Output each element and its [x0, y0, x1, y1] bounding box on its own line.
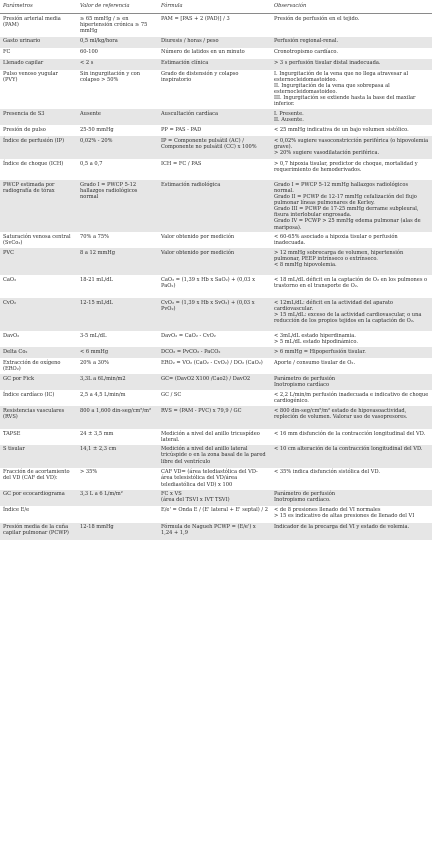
table-row — [0, 232, 432, 248]
table-row — [0, 70, 432, 110]
reference-value-cell — [77, 506, 158, 523]
observation-cell: > 12 mmHg sobrecarga de volumen, hipertensión pulmonar, PEEP intrínseco o extrínseco. < 8 mmHg hipovolemia. — [271, 248, 432, 275]
formula-cell: GC / SC — [158, 390, 271, 406]
parameter-cell: Índice de perfusión (IP) — [0, 136, 77, 159]
parameter-cell: DavO₂ — [0, 331, 77, 347]
reference-value-cell: 25-50 mmHg — [77, 125, 158, 136]
observation-cell: < 18 mL/dL déficit en la captación de O₂ en los pulmones o trastorno en el transporte de O₂. — [271, 275, 432, 298]
reference-value-cell: 20% a 30% — [77, 358, 158, 374]
observation-cell: Aporte / consumo tisular de O₂. — [271, 358, 432, 374]
formula-cell: Valor obtenido por medición — [158, 232, 271, 248]
observation-cell: Cronotropismo cardíaco. — [271, 48, 432, 59]
parameter-cell: Saturación venosa central (SvCo₂) — [0, 232, 77, 248]
reference-value-cell: 24 ± 3,5 mm — [77, 429, 158, 444]
parameter-cell: S tisular — [0, 445, 77, 468]
parameter-cell: Resistencias vasculares (RVS) — [0, 406, 77, 429]
reference-value-cell: 3,3L a 6L/min/m2 — [77, 374, 158, 390]
reference-value-cell: 3,3 L a 6 L/m/m² — [77, 490, 158, 506]
observation-cell: > 0,7 hipoxia tisular, predictor de choque, mortalidad y requerimiento de hemoderivados. — [271, 159, 432, 180]
parameter-cell: Delta Co₂ — [0, 347, 77, 358]
observation-cell: < 3mL/dL estado hiperdinamia. > 5 mL/dL estado hipodinámico. — [271, 331, 432, 347]
table-row — [0, 125, 432, 136]
formula-cell: Diuresis / horas / peso — [158, 37, 271, 48]
header-valor-referencia: Valor de referencia — [77, 0, 158, 14]
parameter-cell: Índice E/e — [0, 506, 77, 523]
header-formula: Fórmula — [158, 0, 271, 14]
reference-value-cell: 60-100 — [77, 48, 158, 59]
table-row — [0, 429, 432, 444]
observation-cell: > 3 s perfusión tisular distal inadecuada. — [271, 59, 432, 70]
table-row — [0, 406, 432, 429]
reference-value-cell: > 35% — [77, 468, 158, 490]
header-observacion: Observación — [271, 0, 432, 14]
table-row — [0, 298, 432, 331]
reference-value-cell: 14,1 ± 2,3 cm — [77, 445, 158, 468]
formula-cell: Número de latidos en un minuto — [158, 48, 271, 59]
parameter-cell: PWCP estimada por radiografía de tórax — [0, 180, 77, 232]
table-body — [0, 14, 432, 540]
observation-cell: < 35% indica disfunción sistólica del VD. — [271, 468, 432, 490]
observation-cell: Perfusión regional-renal. — [271, 37, 432, 48]
parameter-cell: Llenado capilar — [0, 59, 77, 70]
table-row — [0, 347, 432, 358]
reference-value-cell: 18-21 mL/dL — [77, 275, 158, 298]
observation-cell: < 800 din-seg/cm⁵/m² estado de hipovasoactividad, repleción de volumen. Valorar uso de vasopresores. — [271, 406, 432, 429]
observation-cell: > 6 mmHg = Hipoperfusión tisular. — [271, 347, 432, 358]
reference-value-cell: ≥ 65 mmHg / ≥ en hipertensión crónica ≥ 75 mmHg — [77, 14, 158, 37]
table-row — [0, 490, 432, 506]
parameter-cell: GC por Fick — [0, 374, 77, 390]
parameter-cell: PVC — [0, 248, 77, 275]
table-row — [0, 523, 432, 540]
reference-value-cell: 2,5 a 4,5 L/min/m — [77, 390, 158, 406]
formula-cell: ICH = FC / PAS — [158, 159, 271, 180]
formula-cell: PP = PAS - PAD — [158, 125, 271, 136]
reference-value-cell: 70% a 75% — [77, 232, 158, 248]
reference-value-cell: 0,5 a 0,7 — [77, 159, 158, 180]
parameter-cell: CvO₂ — [0, 298, 77, 331]
formula-cell: Estimación clínica — [158, 59, 271, 70]
parameter-cell: Extracción de oxígeno (ERO₂) — [0, 358, 77, 374]
parameter-cell: Pulso venoso yugular (PVY) — [0, 70, 77, 110]
formula-cell: Grado de distensión y colapso inspiratorio — [158, 70, 271, 110]
observation-cell: < de 8 presiones llenado del VI normales > 15 es indicativo de altas presiones de llenado del VI — [271, 506, 432, 523]
reference-value-cell: Ausente — [77, 109, 158, 125]
table-row — [0, 248, 432, 275]
observation-cell: Parámetro de perfusión Inotropismo cardíaco — [271, 374, 432, 390]
formula-cell: FC x VS (área del TSVI x IVT TSVI) — [158, 490, 271, 506]
reference-value-cell: 3-5 mL/dL — [77, 331, 158, 347]
table-row — [0, 109, 432, 125]
formula-cell: CaO₂ = (1,39 x Hb x SaO₂) + (0,03 x PaO₂) — [158, 275, 271, 298]
formula-cell: RVS = (PAM - PVC) x 79,9 / GC — [158, 406, 271, 429]
table-row — [0, 59, 432, 70]
parameter-cell: Presión media de la cuña capilar pulmonar (PCWP) — [0, 523, 77, 540]
table-row — [0, 390, 432, 406]
formula-cell: Medición a nivel del anillo lateral tricúspide o en la zona basal de la pared libre del ventrículo — [158, 445, 271, 468]
formula-cell: DCO₂ = PvCO₂ - PaCO₂ — [158, 347, 271, 358]
parameter-cell: Fracción de acortamiento del VD (CAF del VD): — [0, 468, 77, 490]
parameter-cell: Índice de choque (ICH) — [0, 159, 77, 180]
table-row — [0, 14, 432, 37]
parameter-cell: TAPSE — [0, 429, 77, 444]
formula-cell: ERO₂ = VO₂ (CaO₂ - CvO₂) / DO₂ (CaO₂) — [158, 358, 271, 374]
formula-cell: E/e' = Onda E / (E' lateral + E' septal) / 2 — [158, 506, 271, 523]
formula-cell: Fórmula de Nagueh PCWP = (E/e') x 1,24 + 1,9 — [158, 523, 271, 540]
observation-cell: < 16 mm disfunción de la contracción longitudinal del VD. — [271, 429, 432, 444]
formula-cell: Medición a nivel del anillo tricuspídeo lateral. — [158, 429, 271, 444]
observation-cell: < 12mL/dL: déficit en la actividad del aparato cardiovascular. > 15 mL/dL: exceso de la actividad cardiovascular, o una reducción de los propios tejidos en la captación de O₂. — [271, 298, 432, 331]
observation-cell: < 0,02% sugiere vasoconstricción periférica (o hipovolemia grave). > 20% sugiere vasodilatación periférica. — [271, 136, 432, 159]
table-row — [0, 445, 432, 468]
parameter-cell: Presencia de S3 — [0, 109, 77, 125]
parameter-cell: Presión de pulso — [0, 125, 77, 136]
reference-value-cell: 12-15 mL/dL — [77, 298, 158, 331]
table-row — [0, 136, 432, 159]
reference-value-cell: 8 a 12 mmHg — [77, 248, 158, 275]
observation-cell: I. Presente. II. Ausente. — [271, 109, 432, 125]
observation-cell: I. Ingurgitación de la vena que no llega atravesar al esternocleidomastoideo. II. Ingurgitación de la vena que sobrepasa al esternocleidomastoideo. III. Ingurgitación se extiende hasta la base del maxilar inferior. — [271, 70, 432, 110]
formula-cell: Auscultación cardíaca — [158, 109, 271, 125]
table-header-row — [0, 0, 432, 14]
reference-value-cell: Grado I = PWCP 5-12 hallazgos radiológicos normal — [77, 180, 158, 232]
table-row — [0, 48, 432, 59]
observation-cell: < 60-65% asociado a hipoxia tisular o perfusión inadecuada. — [271, 232, 432, 248]
table-row — [0, 358, 432, 374]
observation-cell: < 10 cm alteración de la contracción longitudinal del VD. — [271, 445, 432, 468]
observation-cell: < 2,2 L/min/m perfusión inadecuada e indicativo de choque cardiogénico. — [271, 390, 432, 406]
reference-value-cell: 800 a 1,600 din-seg/cm⁵/m² — [77, 406, 158, 429]
observation-cell: Presión de perfusión en el tejido. — [271, 14, 432, 37]
observation-cell: Indicador de la precarga del VI y estado de volemia. — [271, 523, 432, 540]
table-row — [0, 468, 432, 490]
reference-value-cell: 0,5 ml/kg/hora — [77, 37, 158, 48]
parameter-cell: GC por ecocardiograma — [0, 490, 77, 506]
formula-cell: CAF VD= (área telediastólica del VD-área telesistólica del VD/área telediastólica del VD) x 100 — [158, 468, 271, 490]
reference-value-cell: 0,02% - 20% — [77, 136, 158, 159]
table-row — [0, 374, 432, 390]
formula-cell: PAM = [PAS + 2 (PAD)] / 3 — [158, 14, 271, 37]
reference-value-cell: < 2 s — [77, 59, 158, 70]
table-row — [0, 159, 432, 180]
table-row — [0, 331, 432, 347]
header-parametros: Parámetros — [0, 0, 77, 14]
parameter-cell: FC — [0, 48, 77, 59]
table-row — [0, 506, 432, 523]
formula-cell: CvO₂ = (1,39 x Hb x SvO₂) + (0,03 x PvO₂) — [158, 298, 271, 331]
table-row — [0, 37, 432, 48]
parameter-cell: Gasto urinario — [0, 37, 77, 48]
formula-cell: Estimación radiológica — [158, 180, 271, 232]
formula-cell: IP = Componente pulsátil (AC) / Componente no pulsátil (CC) x 100% — [158, 136, 271, 159]
observation-cell: < 25 mmHg indicativa de un bajo volumen sistólico. — [271, 125, 432, 136]
formula-cell: Valor obtenido por medición — [158, 248, 271, 275]
formula-cell: GC= (DavO2 X100 /Cao2) / DavO2 — [158, 374, 271, 390]
reference-value-cell: < 6 mmHg — [77, 347, 158, 358]
observation-cell: Grado I = PWCP 5-12 mmHg hallazgos radiológicos normal. Grado II = PCWP de 12-17 mmHg cefalización del flujo pulmonar líneas pulmonares de Kerley. Grado III = PCWP de 17-25 mmHg derrame subpleural, fisura interlobular engrosada. Grado IV = PCWP > 25 mmHg edema pulmonar (alas de mariposa). — [271, 180, 432, 232]
parameter-cell: Presión arterial media (PAM) — [0, 14, 77, 37]
reference-value-cell: Sin ingurgitación y con colapso > 50% — [77, 70, 158, 110]
table-row — [0, 180, 432, 232]
observation-cell: Parámetro de perfusión Inotropismo cardíaco. — [271, 490, 432, 506]
formula-cell: DavO₂ = CaO₂ - CvO₂ — [158, 331, 271, 347]
parameter-cell: Índice cardíaco (IC) — [0, 390, 77, 406]
parameter-cell: CaO₂ — [0, 275, 77, 298]
reference-value-cell: 12-18 mmHg — [77, 523, 158, 540]
table-row — [0, 275, 432, 298]
